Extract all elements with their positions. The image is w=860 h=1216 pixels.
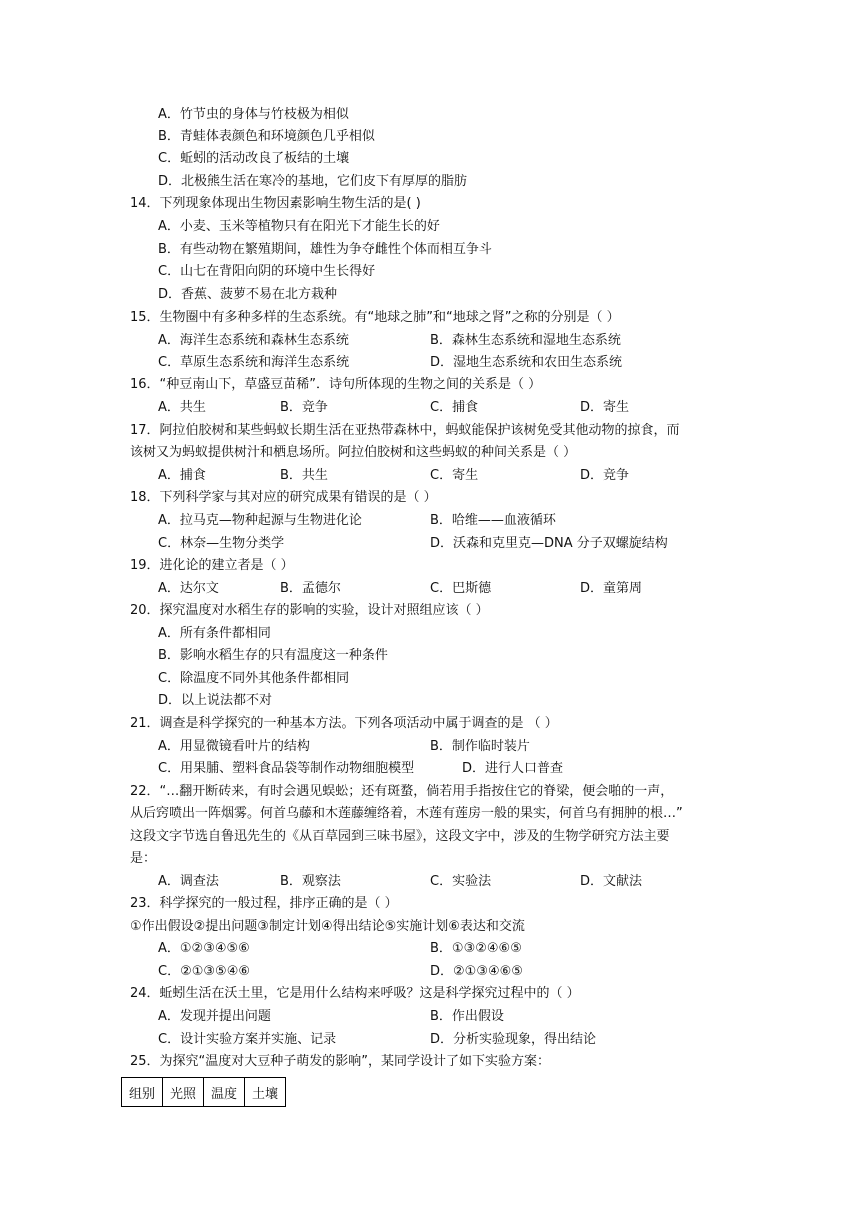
q16-option-c: C．捕食 <box>430 400 479 415</box>
q18-stem: 18．下列科学家与其对应的研究成果有错误的是（ ） <box>130 490 437 505</box>
q13-option-d: D．北极熊生活在寒冷的基地，它们皮下有厚厚的脂肪 <box>158 174 468 189</box>
q14-stem: 14．下列现象体现出生物因素影响生物生活的是( ) <box>130 196 421 211</box>
q20-option-c: C．除温度不同外其他条件都相同 <box>158 671 350 686</box>
q25-stem: 25．为探究“温度对大豆种子萌发的影响”，某同学设计了如下实验方案： <box>130 1054 551 1069</box>
table-header-cell: 土壤 <box>245 1078 286 1107</box>
q22-stem-line-3: 这段文字节选自鲁迅先生的《从百草园到三味书屋》，这段文字中，涉及的生物学研究方法主要 <box>130 829 670 844</box>
table-header-row <box>122 1078 286 1107</box>
q15-option-c: C．草原生态系统和海洋生态系统 <box>158 355 350 370</box>
q16-option-b: B．竞争 <box>280 400 328 415</box>
q17-option-d: D．竞争 <box>580 468 630 483</box>
experiment-table <box>121 1077 286 1107</box>
q19-option-d: D．童第周 <box>580 581 643 596</box>
q22-option-d: D．文献法 <box>580 874 643 889</box>
q13-option-a: A．竹节虫的身体与竹枝极为相似 <box>158 107 349 122</box>
q16-option-d: D．寄生 <box>580 400 630 415</box>
q14-option-c: C．山七在背阳向阴的环境中生长得好 <box>158 264 376 279</box>
q17-stem-line-2: 该树又为蚂蚁提供树汁和栖息场所。阿拉伯胶树和这些蚂蚁的种间关系是（ ） <box>130 445 577 460</box>
q20-option-b: B．影响水稻生存的只有温度这一种条件 <box>158 648 388 663</box>
q23-option-b: B．①③②④⑥⑤ <box>430 941 522 956</box>
q13-option-c: C．蚯蚓的活动改良了板结的土壤 <box>158 151 350 166</box>
q23-stem: 23．科学探究的一般过程，排序正确的是（ ） <box>130 896 398 911</box>
q21-option-a: A．用显微镜看叶片的结构 <box>158 739 310 754</box>
q22-stem-line-4: 是： <box>130 851 157 866</box>
q17-stem-line-1: 17．阿拉伯胶树和某些蚂蚁长期生活在亚热带森林中，蚂蚁能保护该树免受其他动物的掠食，而 <box>130 423 680 438</box>
q14-option-d: D．香蕉、菠萝不易在北方栽种 <box>158 287 338 302</box>
table-header-cell: 温度 <box>204 1078 245 1107</box>
q17-option-b: B．共生 <box>280 468 328 483</box>
q24-stem: 24．蚯蚓生活在沃土里，它是用什么结构来呼吸？这是科学探究过程中的（ ） <box>130 986 580 1001</box>
q24-option-d: D．分析实验现象，得出结论 <box>430 1032 597 1047</box>
q18-option-a: A．拉马克—物种起源与生物进化论 <box>158 513 362 528</box>
q22-option-b: B．观察法 <box>280 874 341 889</box>
q21-stem: 21．调查是科学探究的一种基本方法。下列各项活动中属于调查的是 （ ） <box>130 716 558 731</box>
q22-stem-line-2: 从后窍喷出一阵烟雾。何首乌藤和木莲藤缠络着，木莲有莲房一般的果实，何首乌有拥肿的根…” <box>130 806 683 821</box>
q17-option-c: C．寄生 <box>430 468 479 483</box>
q20-option-a: A．所有条件都相同 <box>158 626 271 641</box>
q13-option-b: B．青蛙体表颜色和环境颜色几乎相似 <box>158 129 375 144</box>
q16-stem: 16．“种豆南山下，草盛豆苗稀”．诗句所体现的生物之间的关系是（ ） <box>130 377 542 392</box>
q24-option-b: B．作出假设 <box>430 1009 504 1024</box>
q21-option-c: C．用果脯、塑料食品袋等制作动物细胞模型 <box>158 761 415 776</box>
table-header-cell: 光照 <box>163 1078 204 1107</box>
q23-steps: ①作出假设②提出问题③制定计划④得出结论⑤实施计划⑥表达和交流 <box>130 919 525 934</box>
q19-option-a: A．达尔文 <box>158 581 219 596</box>
q22-option-a: A．调查法 <box>158 874 219 889</box>
q23-option-d: D．②①③④⑥⑤ <box>430 964 523 979</box>
q24-option-c: C．设计实验方案并实施、记录 <box>158 1032 337 1047</box>
q14-option-a: A．小麦、玉米等植物只有在阳光下才能生长的好 <box>158 219 440 234</box>
q15-stem: 15．生物圈中有多种多样的生态系统。有“地球之肺”和“地球之肾”之称的分别是（ ） <box>130 310 620 325</box>
q18-option-b: B．哈维——血液循环 <box>430 513 556 528</box>
q18-option-c: C．林奈—生物分类学 <box>158 536 285 551</box>
q20-stem: 20．探究温度对水稻生存的影响的实验，设计对照组应该（ ） <box>130 603 489 618</box>
q23-option-a: A．①②③④⑤⑥ <box>158 941 250 956</box>
q16-option-a: A．共生 <box>158 400 206 415</box>
q15-option-a: A．海洋生态系统和森林生态系统 <box>158 333 349 348</box>
q22-stem-line-1: 22．“…翻开断砖来，有时会遇见蜈蚣；还有斑蝥，倘若用手指按住它的脊梁，便会啪的一声， <box>130 784 674 799</box>
table-header-cell: 组别 <box>122 1078 163 1107</box>
q15-option-d: D．湿地生态系统和农田生态系统 <box>430 355 623 370</box>
q17-option-a: A．捕食 <box>158 468 206 483</box>
q20-option-d: D．以上说法都不对 <box>158 693 273 708</box>
q19-stem: 19．进化论的建立者是（ ） <box>130 558 294 573</box>
q15-option-b: B．森林生态系统和湿地生态系统 <box>430 333 621 348</box>
q21-option-d: D．进行人口普查 <box>462 761 564 776</box>
q24-option-a: A．发现并提出问题 <box>158 1009 271 1024</box>
q21-option-b: B．制作临时装片 <box>430 739 530 754</box>
q18-option-d: D．沃森和克里克—DNA 分子双螺旋结构 <box>430 536 668 551</box>
q19-option-b: B．孟德尔 <box>280 581 341 596</box>
q22-option-c: C．实验法 <box>430 874 492 889</box>
q14-option-b: B．有些动物在繁殖期间，雄性为争夺雌性个体而相互争斗 <box>158 242 492 257</box>
q19-option-c: C．巴斯德 <box>430 581 492 596</box>
q23-option-c: C．②①③⑤④⑥ <box>158 964 251 979</box>
